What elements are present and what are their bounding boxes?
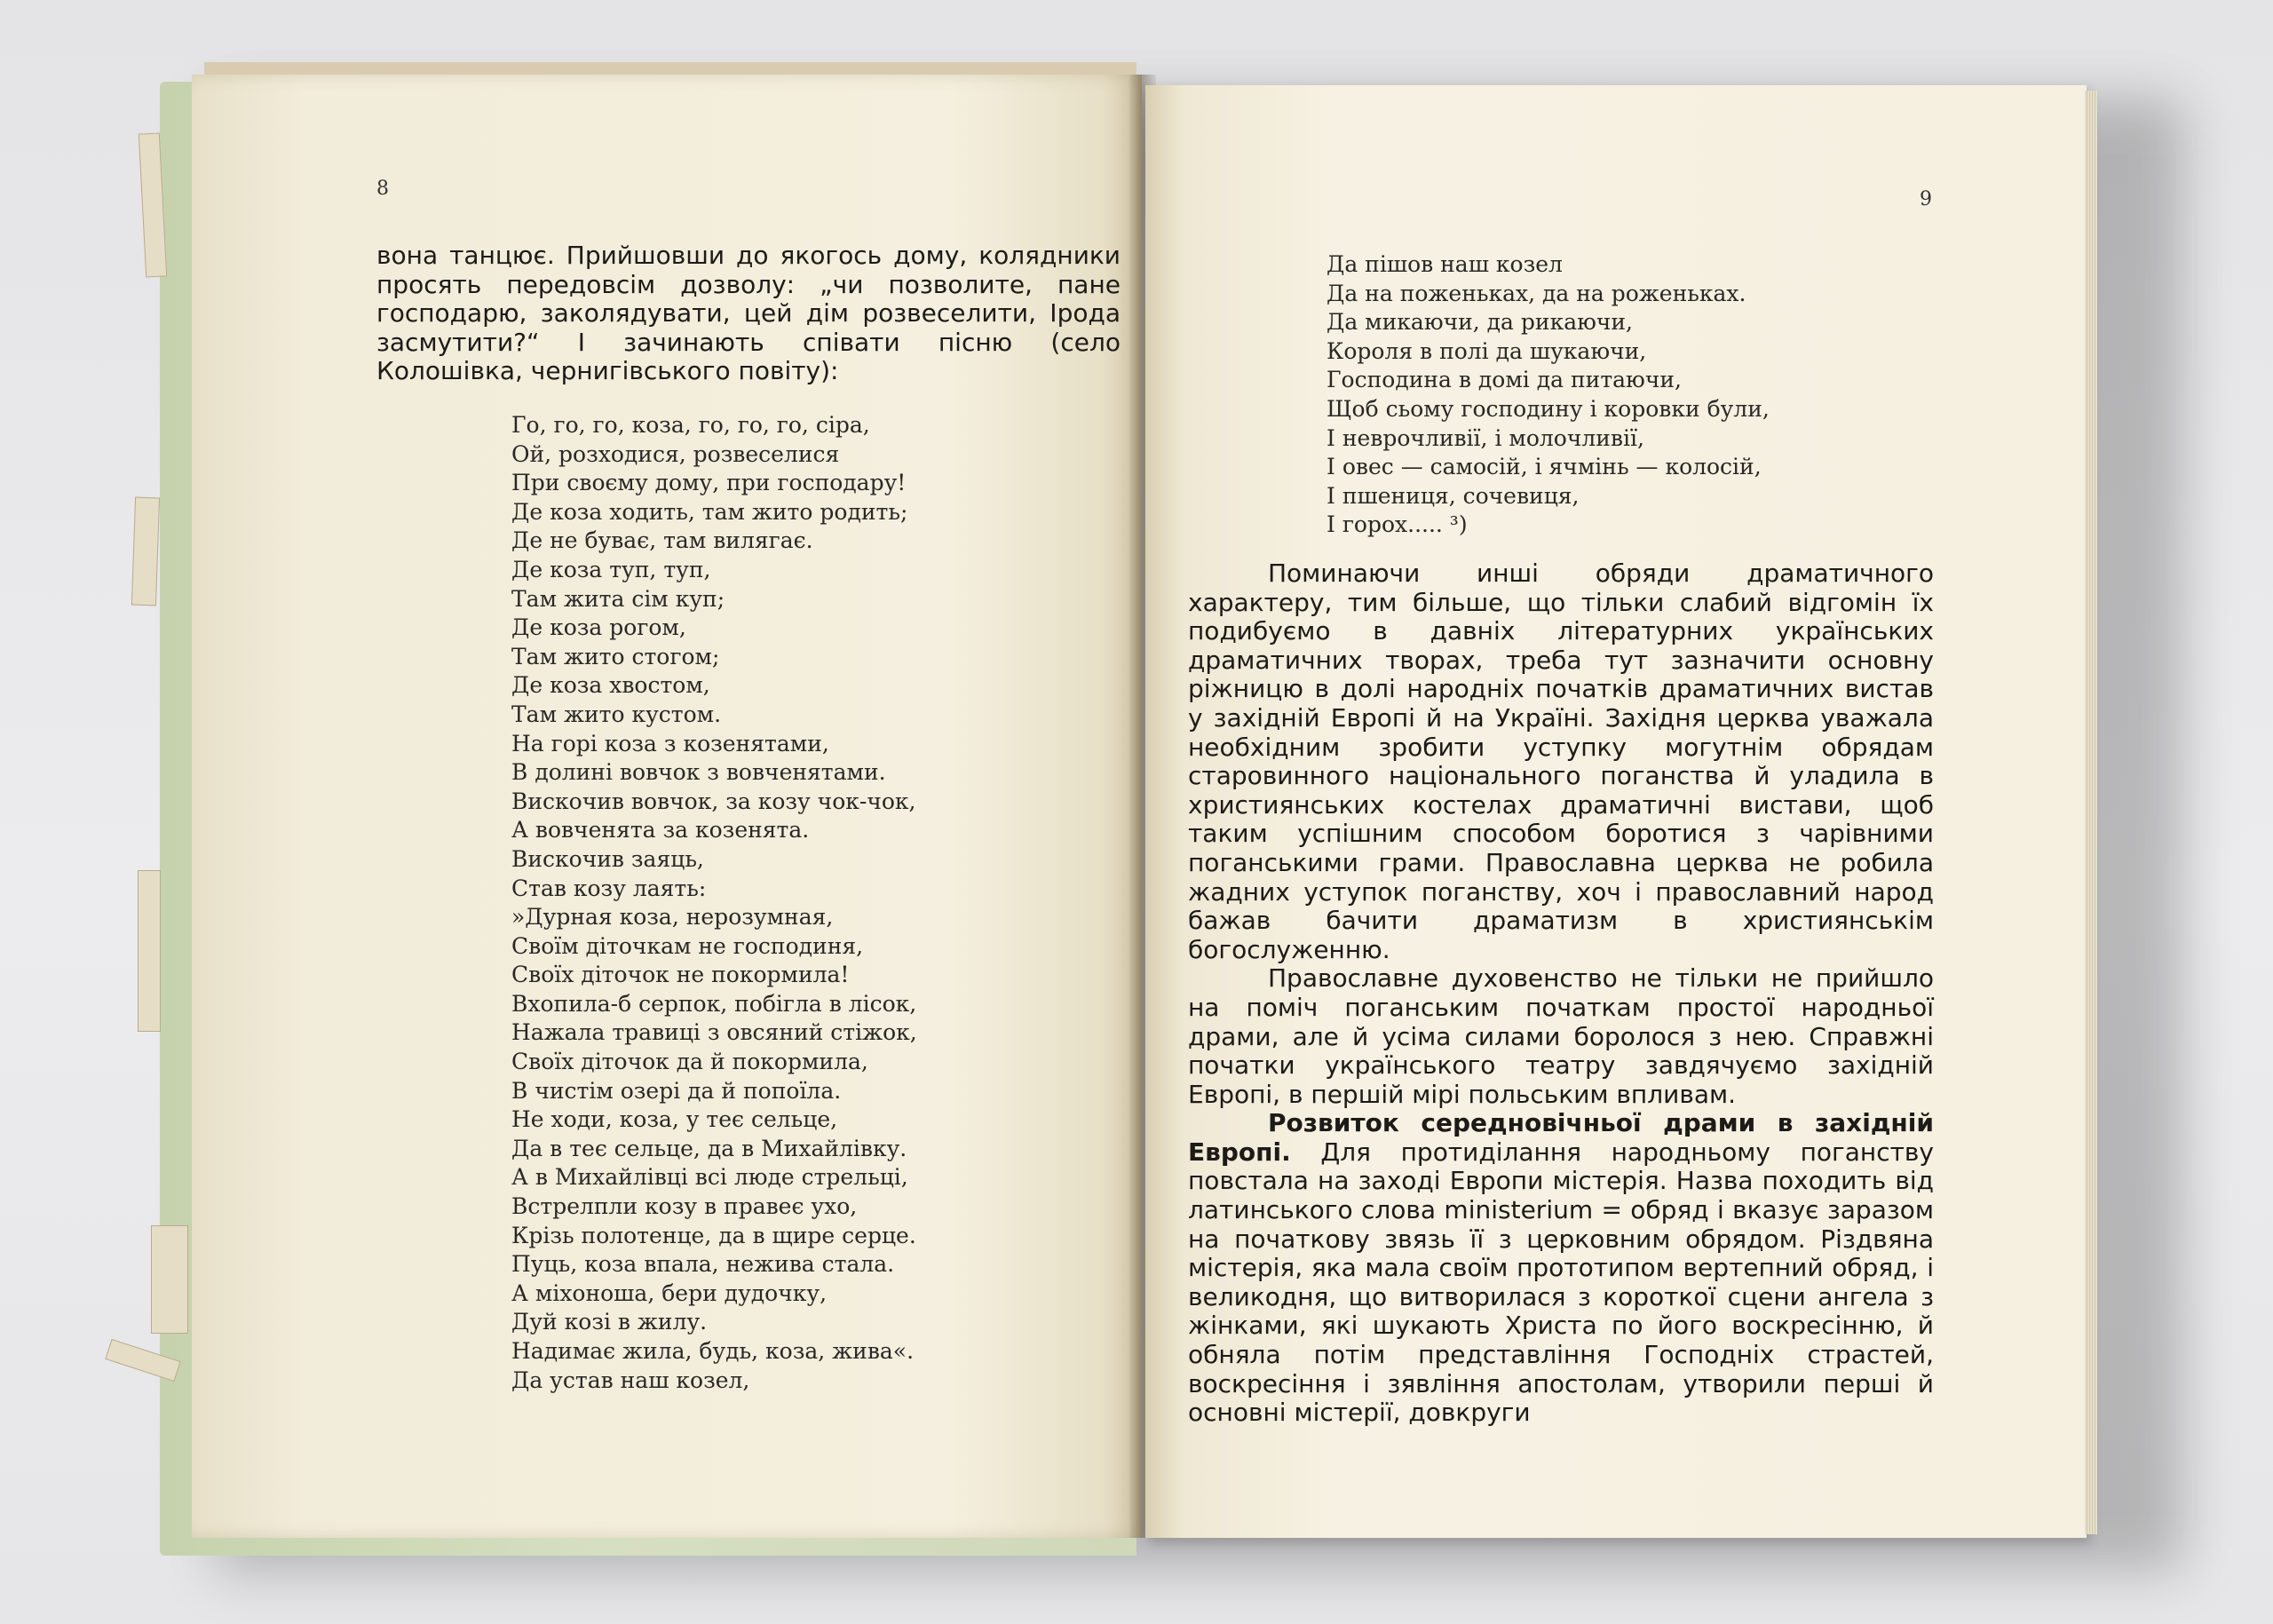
verse-line: Там жито кустом. <box>511 701 722 727</box>
verse-line: Встрелпли козу в правеє ухо, <box>511 1193 858 1220</box>
verse-line: Де не буває, там вилягає. <box>511 527 813 554</box>
verse-line: Там жито стогом; <box>511 643 720 669</box>
torn-paper-fragment <box>151 1225 188 1334</box>
verse-line: Надимає жила, будь, коза, жива«. <box>511 1338 915 1364</box>
verse-line: Вискочив вовчок, за козу чок-чок, <box>511 788 916 814</box>
verse-line: Щоб сьому господину і коровки були, <box>1327 395 1770 422</box>
verse-line: В чистім озері да й попоїла. <box>511 1077 842 1104</box>
verse-line: Дуй козі в жилу. <box>511 1309 708 1335</box>
verse-line: Нажала травиці з овсяний стіжок, <box>511 1019 917 1046</box>
verse-line: Вискочив заяць, <box>511 845 704 872</box>
right-paragraph-3-text: Для протиділання народньому поганству повстала на заході Европи містерія. Назва походить від латинського слова ministerium = обряд і вказує заразом на початкову звязь її з церковним обрядом. Різдвяна містерія, яка мала своїм прототипом вертепний обряд, і великодня, що витворилася з короткої сцени ангела з жінками, які шукають Христа по його воскресінню, й обняла потім представління Господніх страстей, воскресіння і зявління апостолам, утворили перші й основні містерії, довкруги <box>1188 1137 1934 1428</box>
verse-line: При своєму дому, при господару! <box>511 470 907 496</box>
verse-line: Ой, розходися, розвеселися <box>511 440 840 467</box>
verse-line: Там жита сім куп; <box>511 585 725 612</box>
right-paragraph-3 <box>1188 1109 1934 1428</box>
verse-line: Крізь полотенце, да в щире серце. <box>511 1222 916 1248</box>
verse-line: На горі коза з козенятами, <box>511 730 829 757</box>
right-verse-block <box>1327 250 1770 540</box>
verse-line: Де коза хвостом, <box>511 672 710 699</box>
verse-line: »Дурная коза, нерозумная, <box>511 904 834 931</box>
verse-line: А вовченята за козенята. <box>511 817 810 844</box>
right-paragraph-1: Поминаючи инші обряди драматичного характеру, тим більше, що тільки слабий відгомін їх подибуємо в давніх літературних українських драматичних творах, треба тут зазначити основну ріжницю в долі народніх початків драматичних вистав у західній Европі й на Україні. Західня церква уважала необхідним зробити уступку могутнім обрядам старовинного національного поганства й уладила в християнських костелах драматичні вистави, щоб таким успішним способом боротися з чарівними поганськими грами. Православна церква не робила жадних уступок поганству, хоч і православний народ бажав бачити драматизм в християнськім богослуженню. <box>1188 558 1934 964</box>
verse-line: Став козу лаять: <box>511 875 707 901</box>
verse-line: Де коза ходить, там жито родить; <box>511 498 908 525</box>
page-edges <box>2085 91 2097 1534</box>
verse-line: Своїх діточок не покормила! <box>511 962 850 988</box>
verse-line: Де коза рогом, <box>511 614 686 641</box>
verse-line: Да пішов наш козел <box>1327 251 1563 277</box>
verse-line: В долині вовчок з вовченятами. <box>511 759 886 786</box>
torn-paper-fragment <box>131 497 160 606</box>
verse-line: Го, го, го, коза, го, го, го, сіра, <box>511 412 870 438</box>
left-intro-paragraph <box>376 242 1121 386</box>
left-verse-block <box>511 411 917 1395</box>
verse-line: І неврочливії, і молочливії, <box>1327 424 1644 451</box>
verse-line: Пуць, коза впала, нежива стала. <box>511 1251 895 1278</box>
verse-line: І горох..... ³) <box>1327 511 1468 538</box>
verse-line: Вхопила-б серпок, побігла в лісок, <box>511 990 917 1017</box>
verse-line: Своїм діточкам не господиня, <box>511 932 864 959</box>
right-prose <box>1188 559 1934 1428</box>
verse-line: І овес — самосій, і ячмінь — колосій, <box>1327 454 1762 480</box>
verse-line: Господина в домі да питаючи, <box>1327 367 1682 393</box>
verse-line: Да микаючи, да рикаючи, <box>1327 309 1634 336</box>
verse-line: А в Михайлівці всі люде стрельці, <box>511 1164 908 1191</box>
right-paragraph-2: Православне духовенство не тільки не прийшло на поміч поганським початкам простої народньої драми, але й усіма силами боролося з нею. Справжні початки українського театру завдячуємо західній Европі, в першій мірі польським впливам. <box>1188 963 1934 1109</box>
verse-line: І пшениця, сочевиця, <box>1327 482 1580 509</box>
verse-line: Де коза туп, туп, <box>511 556 711 582</box>
section-heading: Розвиток середновічньої драми в західній Европі. <box>1188 1108 1934 1167</box>
verse-line: Не ходи, коза, у теє сельце, <box>511 1106 838 1133</box>
verse-line: Да в теє сельце, да в Михайлівку. <box>511 1135 907 1161</box>
right-page-number: 9 <box>1920 188 1932 210</box>
verse-line: Да устав наш козел, <box>511 1367 750 1393</box>
torn-paper-fragment <box>138 870 161 1032</box>
verse-line: Своїх діточок да й покормила, <box>511 1049 868 1075</box>
verse-line: А міхоноша, бери дудочку, <box>511 1279 828 1306</box>
left-page-number: 8 <box>376 178 389 200</box>
left-intro-text: вона танцює. Прийшовши до якогось дому, колядники просять передовсім дозволу: „чи позволите, пане господарю, заколядувати, цей дім розвеселити, Ірода засмутити?“ І зачинають співати пісню (село Колошівка, чернигівського повіту): <box>376 241 1121 386</box>
verse-line: Короля в полі да шукаючи, <box>1327 337 1647 364</box>
verse-line: Да на поженьках, да на роженьках. <box>1327 280 1746 306</box>
